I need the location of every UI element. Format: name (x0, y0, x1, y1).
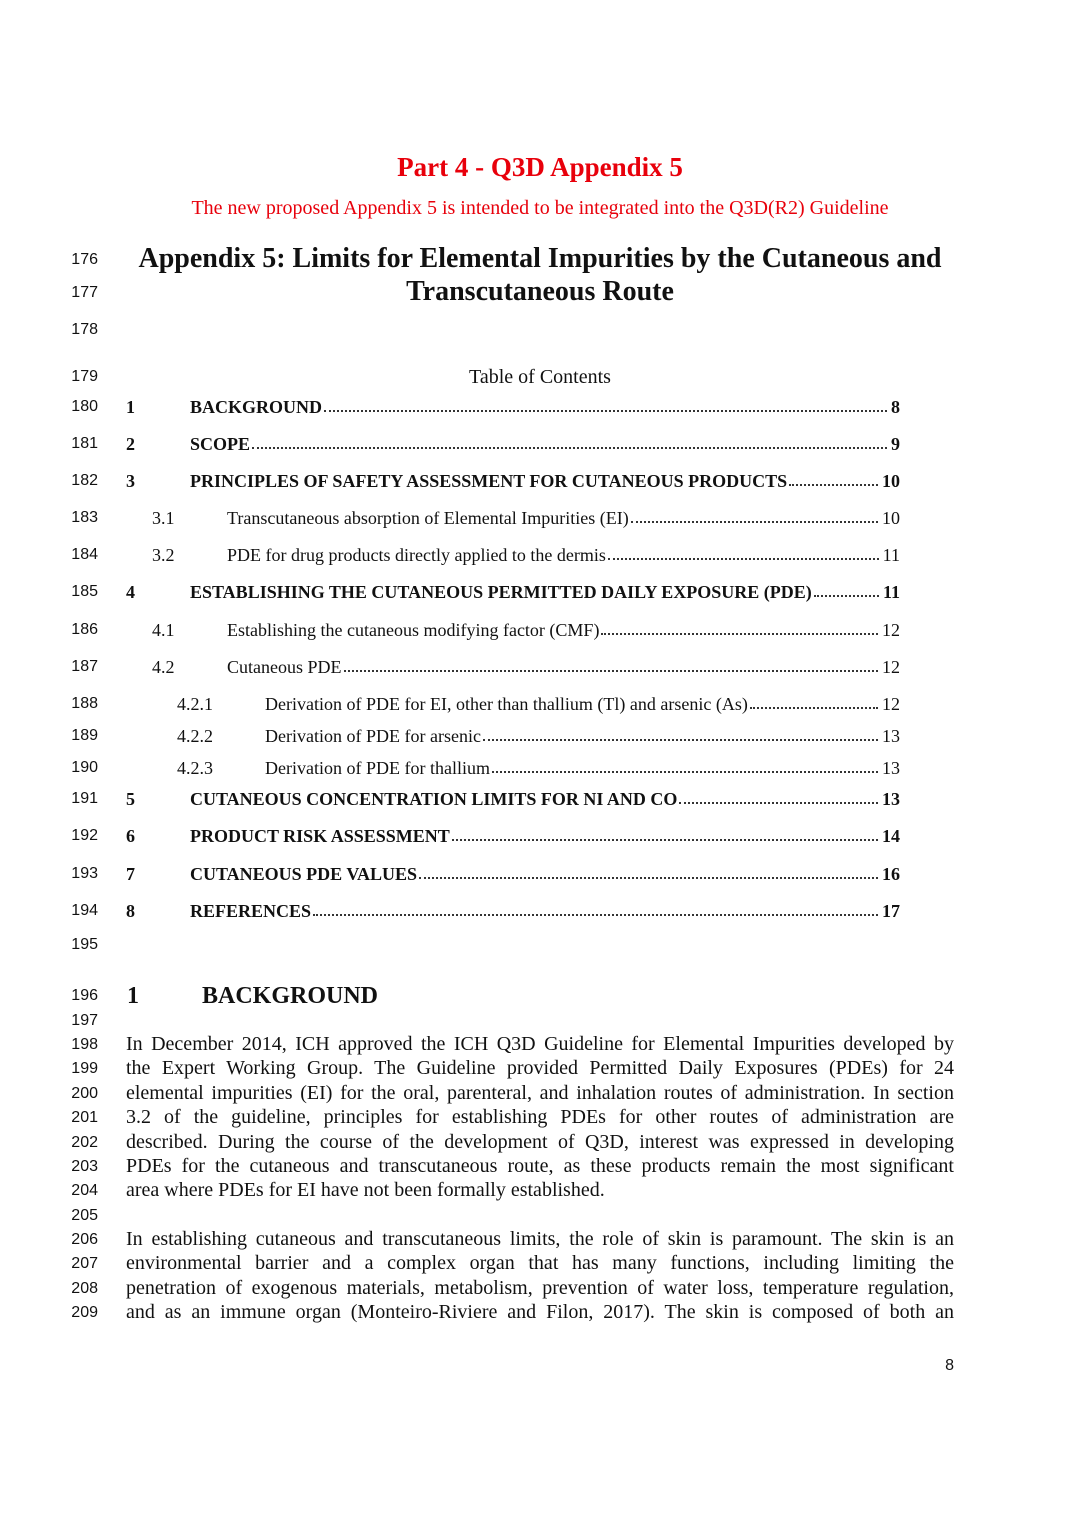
paragraph-line: In establishing cutaneous and transcutaneous limits, the role of skin is paramount. The skin is an (126, 1228, 954, 1250)
line-number: 187 (71, 658, 98, 675)
toc-entry-link[interactable] (227, 618, 900, 642)
toc-entry-link[interactable] (190, 824, 900, 848)
toc-entry-title: PDE for drug products directly applied to the dermis (227, 545, 606, 565)
toc-entry-page: 14 (882, 826, 900, 846)
toc-dot-leader (344, 670, 879, 672)
toc-entry-title: Derivation of PDE for EI, other than thallium (Tl) and arsenic (As) (265, 694, 748, 714)
line-number: 206 (71, 1231, 98, 1248)
line-number: 193 (71, 865, 98, 882)
toc-entry-link[interactable] (265, 692, 900, 716)
line-number: 181 (71, 435, 98, 452)
toc-entry-link[interactable] (190, 862, 900, 886)
line-number: 196 (71, 987, 98, 1004)
paragraph-line: penetration of exogenous materials, metabolism, prevention of water loss, temperature regulation, (126, 1276, 954, 1299)
line-number: 180 (71, 398, 98, 415)
toc-entry-title: Establishing the cutaneous modifying factor (CMF) (227, 620, 600, 640)
line-number: 192 (71, 827, 98, 844)
toc-entry-number: 4 (126, 582, 135, 602)
toc-entry-number: 3.2 (152, 545, 175, 565)
toc-dot-leader (419, 877, 878, 879)
line-number: 195 (71, 936, 98, 953)
paragraph-line: environmental barrier and a complex organ that has many functions, including limiting the (126, 1252, 954, 1275)
section-number: 1 (127, 983, 139, 1009)
toc-entry-page: 10 (882, 508, 900, 528)
toc-entry-page: 10 (882, 471, 900, 491)
toc-entry-link[interactable] (227, 543, 900, 567)
line-number: 197 (71, 1012, 98, 1029)
toc-entry-page: 12 (882, 694, 900, 714)
toc-dot-leader (750, 707, 878, 709)
toc-entry-link[interactable] (190, 395, 900, 419)
toc-entry-link[interactable] (190, 899, 900, 923)
toc-entry-number: 4.2.2 (177, 726, 213, 746)
toc-entry-title: ESTABLISHING THE CUTANEOUS PERMITTED DAILY EXPOSURE (PDE) (190, 582, 812, 602)
toc-entry-page: 17 (882, 901, 900, 921)
toc-entry-title: Transcutaneous absorption of Elemental Impurities (EI) (227, 508, 629, 528)
toc-entry-number: 3.1 (152, 508, 175, 528)
line-number: 177 (71, 284, 98, 301)
toc-entry-title: REFERENCES (190, 901, 312, 921)
toc-entry-number: 4.1 (152, 620, 175, 640)
section-title: BACKGROUND (202, 983, 379, 1009)
toc-entry-page: 8 (891, 397, 900, 417)
line-number: 191 (71, 790, 98, 807)
toc-entry-page: 13 (882, 726, 900, 746)
toc-entry-link[interactable] (190, 432, 900, 456)
line-number: 202 (71, 1134, 98, 1151)
toc-entry-page: 13 (882, 758, 900, 778)
paragraph-line: area where PDEs for EI have not been formally established. (126, 1179, 605, 1202)
toc-entry-page: 13 (882, 789, 900, 809)
paragraph-line: In December 2014, ICH approved the ICH Q3D Guideline for Elemental Impurities developed by (126, 1033, 954, 1055)
toc-entry-link[interactable] (227, 506, 900, 530)
line-number: 190 (71, 759, 98, 776)
toc-entry-link[interactable] (265, 724, 900, 748)
toc-dot-leader (452, 839, 878, 841)
toc-dot-leader (313, 914, 878, 916)
toc-entry-page: 11 (882, 545, 900, 565)
toc-entry-number: 4.2.1 (177, 694, 213, 714)
toc-entry-number: 4.2.3 (177, 758, 213, 778)
paragraph-line: the Expert Working Group. The Guideline provided Permitted Daily Exposures (PDEs) for 24 (126, 1057, 954, 1080)
toc-entry-page: 12 (882, 620, 900, 640)
toc-caption: Table of Contents (469, 366, 611, 388)
line-number: 208 (71, 1280, 98, 1297)
toc-dot-leader (252, 447, 887, 449)
background-paragraph-1 (126, 1032, 954, 1203)
appendix-title-line-2: Transcutaneous Route (406, 276, 674, 307)
line-number: 203 (71, 1158, 98, 1175)
toc-dot-leader (789, 484, 878, 486)
line-number: 199 (71, 1060, 98, 1077)
toc-entry-title: CUTANEOUS PDE VALUES (190, 864, 418, 884)
line-number: 186 (71, 621, 98, 638)
line-number: 178 (71, 321, 98, 338)
toc-entry-link[interactable] (190, 469, 900, 493)
line-number: 198 (71, 1036, 98, 1053)
toc-dot-leader (608, 558, 879, 560)
paragraph-line: elemental impurities (EI) for the oral, parenteral, and inhalation routes of administration. In section (126, 1081, 954, 1104)
background-paragraph-2 (126, 1227, 954, 1325)
line-number: 179 (71, 368, 98, 385)
toc-entry-number: 8 (126, 901, 135, 921)
toc-entry-title: CUTANEOUS CONCENTRATION LIMITS FOR NI AND CO (190, 789, 678, 809)
line-number: 185 (71, 583, 98, 600)
toc-entry-title: BACKGROUND (190, 397, 323, 417)
paragraph-line: PDEs for the cutaneous and transcutaneous route, as these products remain the most significant (126, 1154, 954, 1177)
toc-dot-leader (483, 739, 878, 741)
line-number: 200 (71, 1085, 98, 1102)
toc-entry-title: Derivation of PDE for arsenic (265, 726, 481, 746)
line-number: 201 (71, 1109, 98, 1126)
paragraph-line: and as an immune organ (Monteiro-Riviere and Filon, 2017). The skin is composed of both an (126, 1301, 954, 1324)
toc-dot-leader (631, 521, 878, 523)
toc-entry-link[interactable] (190, 787, 900, 811)
toc-entry-page: 9 (891, 434, 900, 454)
line-number: 204 (71, 1182, 98, 1199)
toc-dot-leader (814, 595, 879, 597)
toc-entry-link[interactable] (190, 580, 900, 604)
toc-entry-number: 7 (126, 864, 135, 884)
toc-entry-page: 16 (882, 864, 900, 884)
toc-dot-leader (324, 410, 887, 412)
toc-entry-page: 11 (882, 582, 900, 602)
line-number: 207 (71, 1255, 98, 1272)
toc-entry-number: 2 (126, 434, 135, 454)
toc-entry-number: 3 (126, 471, 135, 491)
toc-entry-link[interactable] (227, 655, 900, 679)
line-number: 183 (71, 509, 98, 526)
line-number: 176 (71, 251, 98, 268)
line-number: 182 (71, 472, 98, 489)
line-number: 209 (71, 1304, 98, 1321)
toc-entry-title: SCOPE (190, 434, 251, 454)
toc-entry-number: 1 (126, 397, 135, 417)
line-number: 205 (71, 1207, 98, 1224)
toc-entry-title: PRODUCT RISK ASSESSMENT (190, 826, 450, 846)
line-number: 189 (71, 727, 98, 744)
line-number: 194 (71, 902, 98, 919)
paragraph-line: 3.2 of the guideline, principles for establishing PDEs for other routes of administration are (126, 1106, 954, 1129)
page-number: 8 (945, 1357, 954, 1374)
toc-entry-number: 6 (126, 826, 135, 846)
toc-entry-number: 5 (126, 789, 135, 809)
toc-entry-title: Cutaneous PDE (227, 657, 342, 677)
toc-entry-title: PRINCIPLES OF SAFETY ASSESSMENT FOR CUTANEOUS PRODUCTS (190, 471, 788, 491)
toc-entry-link[interactable] (265, 756, 900, 780)
appendix-title-line-1: Appendix 5: Limits for Elemental Impurities by the Cutaneous and (138, 243, 942, 274)
toc-dot-leader (492, 771, 878, 773)
part-title: Part 4 - Q3D Appendix 5 (397, 152, 683, 182)
toc-entry-number: 4.2 (152, 657, 175, 677)
line-number: 184 (71, 546, 98, 563)
toc-entry-page: 12 (882, 657, 900, 677)
toc-entry-title: Derivation of PDE for thallium (265, 758, 490, 778)
toc-dot-leader (601, 633, 878, 635)
toc-dot-leader (679, 802, 878, 804)
part-subtitle: The new proposed Appendix 5 is intended to be integrated into the Q3D(R2) Guideline (191, 197, 889, 219)
line-number: 188 (71, 695, 98, 712)
paragraph-line: described. During the course of the development of Q3D, interest was expressed in developing (126, 1130, 954, 1153)
